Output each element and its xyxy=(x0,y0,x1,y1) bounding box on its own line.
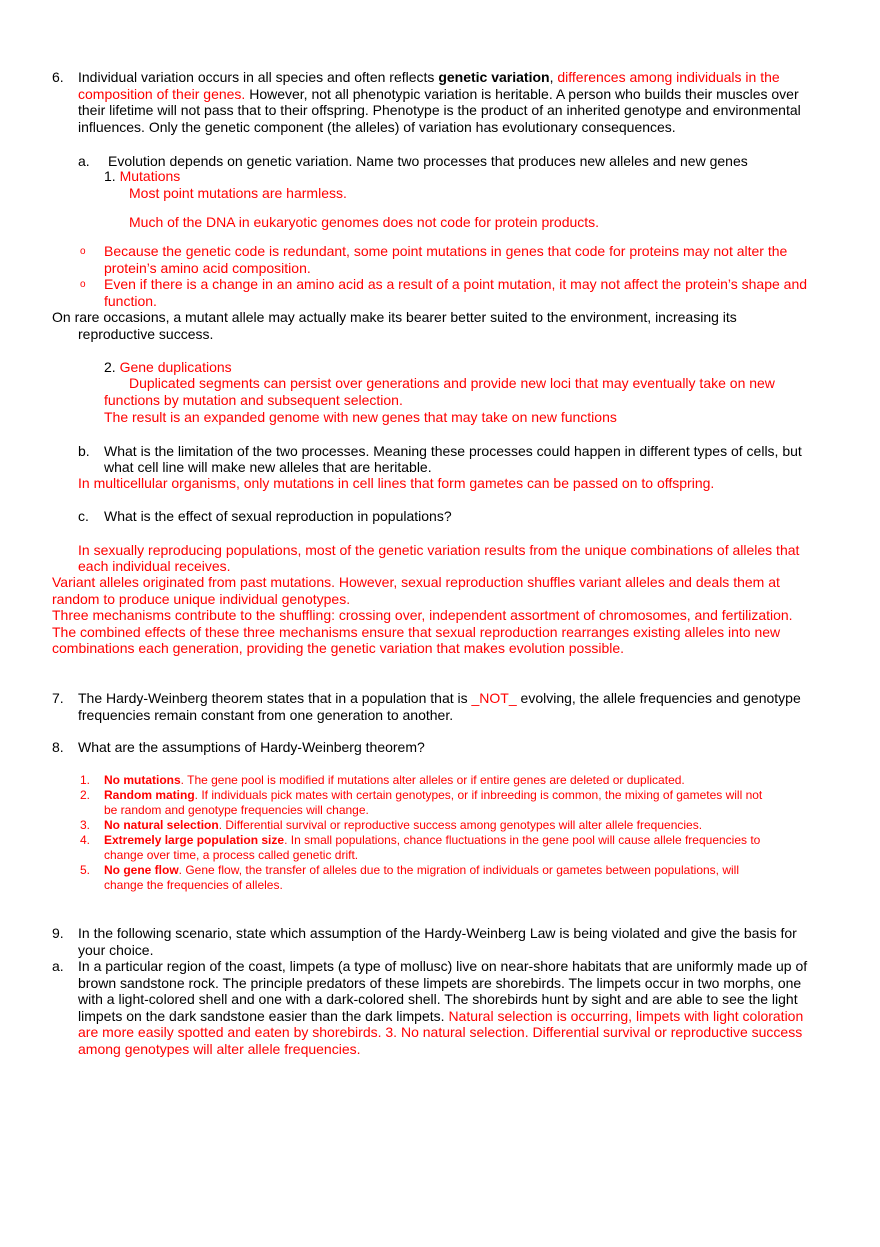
mutations-bullet-1b: protein’s amino acid composition. xyxy=(104,260,311,276)
q9a-l4-answer: Natural selection is occurring, limpets with light coloration xyxy=(448,1008,804,1024)
q9-line-2: your choice. xyxy=(78,942,154,958)
q7-blank-answer: _NOT_ xyxy=(471,690,517,706)
duplications-answer-1a: Duplicated segments can persist over generations and provide new loci that may eventually take on new xyxy=(129,375,775,391)
q6-number: 6. xyxy=(52,69,64,85)
q6-line-1 xyxy=(78,69,780,86)
assumption-number: 2. xyxy=(80,788,91,802)
mutations-bullet-1a: Because the genetic code is redundant, some point mutations in genes that code for proteins may not alter the xyxy=(104,243,788,259)
assumption-title: Extremely large population size xyxy=(104,833,285,847)
mutations-number: 1. xyxy=(104,168,116,184)
q6c-answer-4b: combinations each generation, providing the genetic variation that makes evolution possible. xyxy=(52,640,625,656)
assumption-item xyxy=(104,773,685,788)
q6-l2-answer: composition of their genes. xyxy=(78,86,246,102)
q6a-mutations-heading xyxy=(104,168,180,185)
mutations-answer-2: Much of the DNA in eukaryotic genomes does not code for protein products. xyxy=(129,214,600,230)
assumption-title: No gene flow xyxy=(104,863,179,877)
assumption-continuation: change over time, a process called genetic drift. xyxy=(104,848,359,862)
q6-line-3: their lifetime will not pass that to their offspring. Phenotype is the product of an inherited genotype and environmental xyxy=(78,102,801,118)
assumption-item xyxy=(104,863,739,878)
assumption-text: . Differential survival or reproductive success among genotypes will alter allele frequencies. xyxy=(218,818,703,832)
q6c-answer-1a: In sexually reproducing populations, most of the genetic variation results from the unique combinations of alleles that xyxy=(78,542,800,558)
q6-l2-text: However, not all phenotypic variation is heritable. A person who builds their muscles over xyxy=(245,86,799,102)
q6-l1-bold: genetic variation xyxy=(438,69,550,85)
q6b-answer: In multicellular organisms, only mutations in cell lines that form gametes can be passed on to offspring. xyxy=(78,475,715,491)
q6-l1-text: Individual variation occurs in all species and often reflects xyxy=(78,69,439,85)
assumption-continuation: change the frequencies of alleles. xyxy=(104,878,283,892)
assumption-title: Random mating xyxy=(104,788,195,802)
assumption-continuation: be random and genotype frequencies will change. xyxy=(104,803,369,817)
q6-l1-comma: , xyxy=(549,69,554,85)
q9-number: 9. xyxy=(52,925,64,941)
assumption-text: . The gene pool is modified if mutations alter alleles or if entire genes are deleted or duplicated. xyxy=(180,773,685,787)
assumption-title: No mutations xyxy=(104,773,181,787)
q6c-question: What is the effect of sexual reproduction in populations? xyxy=(104,508,452,524)
q9a-label: a. xyxy=(52,958,64,974)
q7-number: 7. xyxy=(52,690,64,706)
q9a-line-6: among genotypes will alter allele frequencies. xyxy=(78,1041,361,1057)
assumption-number: 5. xyxy=(80,863,91,877)
q6a-question: Evolution depends on genetic variation. Name two processes that produces new alleles and new genes xyxy=(108,153,748,169)
q9-line-1: In the following scenario, state which assumption of the Hardy-Weinberg Law is being violated and give the basis for xyxy=(78,925,797,941)
duplications-answer-1b: functions by mutation and subsequent selection. xyxy=(104,392,403,408)
duplications-title: Gene duplications xyxy=(119,359,232,375)
assumption-title: No natural selection xyxy=(104,818,219,832)
q7-line-2: frequencies remain constant from one generation to another. xyxy=(78,707,454,723)
q6b-question-1: What is the limitation of the two processes. Meaning these processes could happen in different types of cells, but xyxy=(104,443,802,459)
q6b-question-2: what cell line will make new alleles that are heritable. xyxy=(104,459,432,475)
q6-l1-answer: differences among individuals in the xyxy=(553,69,780,85)
bullet-icon: o xyxy=(80,246,86,257)
q6c-answer-4a: The combined effects of these three mechanisms ensure that sexual reproduction rearranges existing alleles into new xyxy=(52,624,781,640)
q8-number: 8. xyxy=(52,739,64,755)
q9a-line-3: with a light-colored shell and one with a dark-colored shell. The shorebirds hunt by sight and are able to see the light xyxy=(78,991,798,1007)
q6a-label: a. xyxy=(78,153,90,169)
q9a-line-5: are more easily spotted and eaten by shorebirds. 3. No natural selection. Differential survival or reproductive success xyxy=(78,1024,803,1040)
q6-line-4: influences. Only the genetic component (the alleles) of variation has evolutionary consequences. xyxy=(78,119,676,135)
rare-occasions-line-1: On rare occasions, a mutant allele may actually make its bearer better suited to the environment, increasing its xyxy=(52,309,737,325)
q6c-answer-3: Three mechanisms contribute to the shuffling: crossing over, independent assortment of chromosomes, and fertilization. xyxy=(52,607,793,623)
assumption-item xyxy=(104,833,760,848)
q6c-label: c. xyxy=(78,508,89,524)
q8-question: What are the assumptions of Hardy-Weinberg theorem? xyxy=(78,739,425,755)
q6b-label: b. xyxy=(78,443,90,459)
q6c-answer-2b: random to produce unique individual genotypes. xyxy=(52,591,351,607)
bullet-icon: o xyxy=(80,279,86,290)
assumption-text: . In small populations, chance fluctuations in the gene pool will cause allele frequencies to xyxy=(284,833,761,847)
q9a-line-2: brown sandstone rock. The principle predators of these limpets are shorebirds. The limpets occur in two morphs, one xyxy=(78,975,802,991)
q7-text-post: evolving, the allele frequencies and genotype xyxy=(516,690,801,706)
assumption-number: 4. xyxy=(80,833,91,847)
mutations-bullet-2a: Even if there is a change in an amino acid as a result of a point mutation, it may not affect the protein’s shape and xyxy=(104,276,808,292)
duplications-number: 2. xyxy=(104,359,116,375)
q9a-line-4 xyxy=(78,1008,803,1025)
q9a-l4-text: limpets on the dark sandstone easier than the dark limpets. xyxy=(78,1008,449,1024)
assumption-text: . Gene flow, the transfer of alleles due to the migration of individuals or gametes between populations, will xyxy=(178,863,739,877)
q6c-answer-1b: each individual receives. xyxy=(78,558,231,574)
q7-line-1 xyxy=(78,690,801,707)
mutations-answer-1: Most point mutations are harmless. xyxy=(129,185,347,201)
q7-text-pre: The Hardy-Weinberg theorem states that in a population that is xyxy=(78,690,472,706)
q6c-answer-2a: Variant alleles originated from past mutations. However, sexual reproduction shuffles variant alleles and deals them at xyxy=(52,574,780,590)
assumption-text: . If individuals pick mates with certain genotypes, or if inbreeding is common, the mixing of gametes will not xyxy=(194,788,763,802)
q9a-line-1: In a particular region of the coast, limpets (a type of mollusc) live on near-shore habitats that are uniformly made up of xyxy=(78,958,808,974)
assumption-number: 1. xyxy=(80,773,91,787)
mutations-bullet-2b: function. xyxy=(104,293,157,309)
q6-line-2 xyxy=(78,86,799,103)
mutations-title: Mutations xyxy=(119,168,181,184)
q6a-duplications-heading xyxy=(104,359,232,376)
assumption-number: 3. xyxy=(80,818,91,832)
duplications-answer-2: The result is an expanded genome with new genes that may take on new functions xyxy=(104,409,617,425)
rare-occasions-line-2: reproductive success. xyxy=(78,326,214,342)
assumption-item xyxy=(104,788,762,803)
assumption-item xyxy=(104,818,702,833)
